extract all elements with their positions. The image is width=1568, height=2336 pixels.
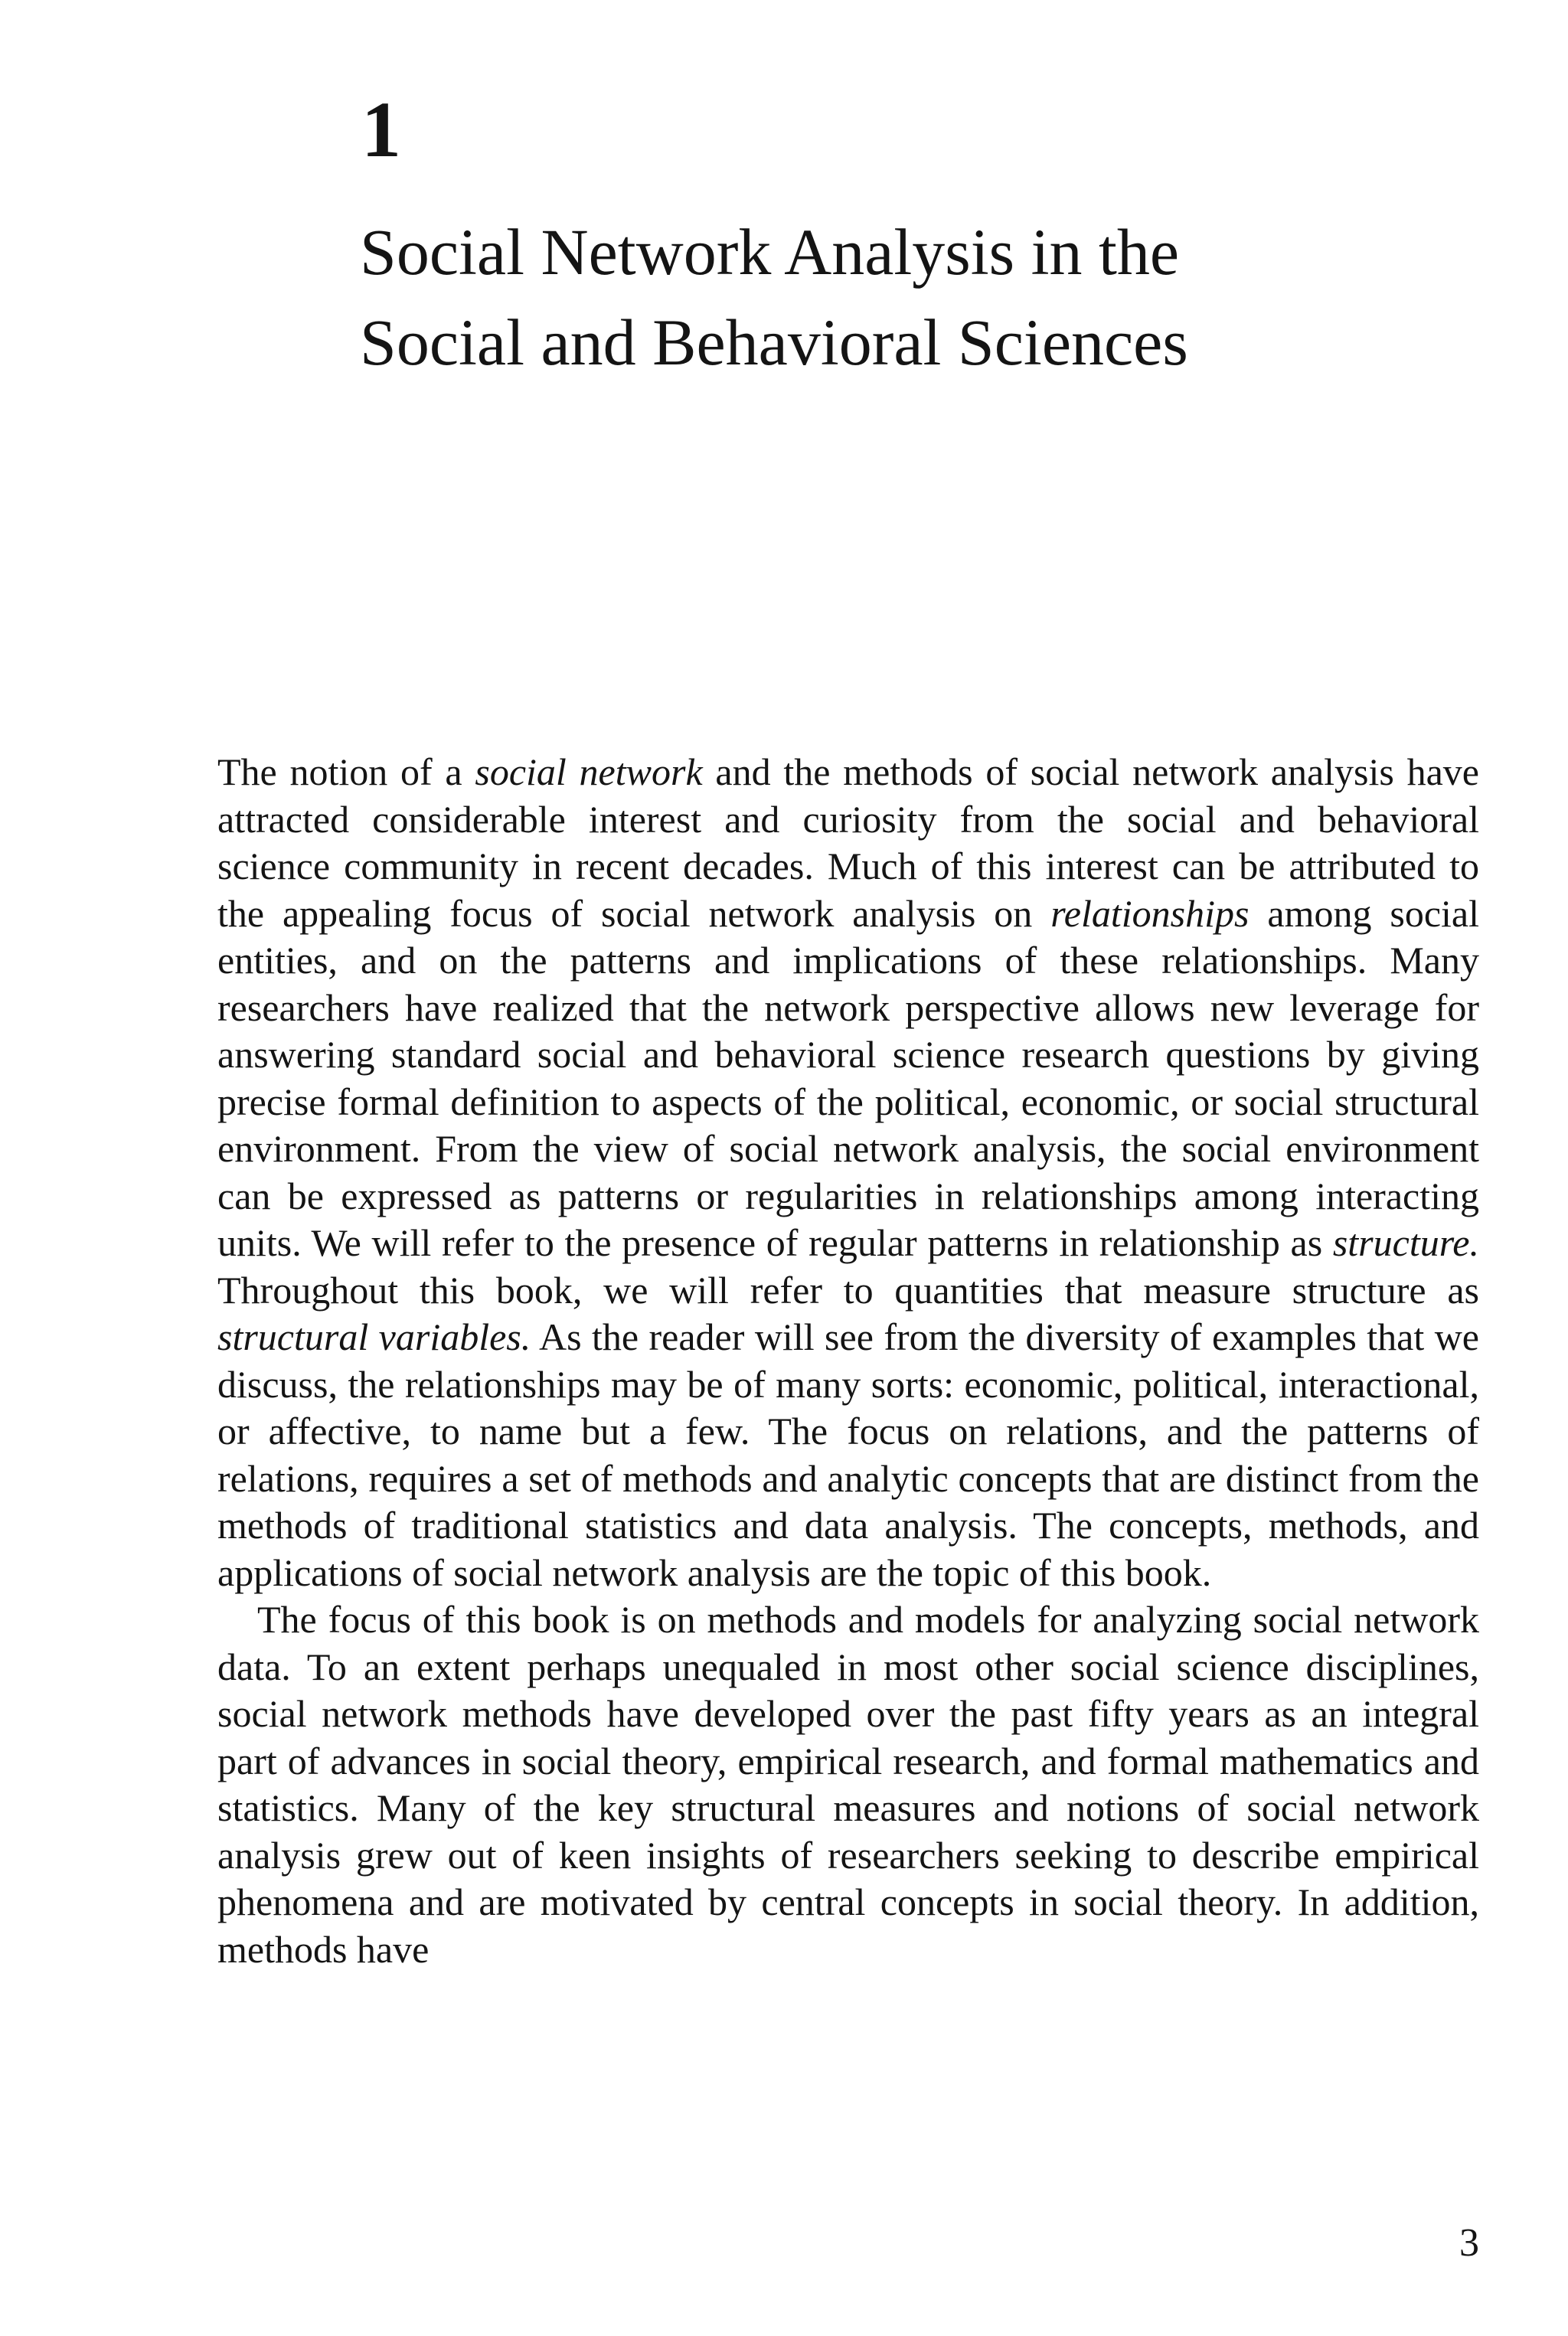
- paragraph-1: [217, 749, 1479, 1596]
- paragraph-1-text-e: As the reader will see from the diversity of examples that we discuss, the relationships may be of many sorts: economic, political, interactional, or affective, to name but a few. The focus on relations, and the patterns of relations, requires a set of methods and analytic concepts that are distinct from the methods of traditional statistics and data analysis. The concepts, methods, and applications of social network analysis are the topic of this book.: [217, 1315, 1479, 1594]
- paragraph-1-text-a: The notion of a: [217, 750, 475, 793]
- paragraph-1-text-d: Throughout this book, we will refer to quantities that measure structure as: [217, 1268, 1479, 1312]
- term-structural-variables: structural variables.: [217, 1315, 531, 1358]
- term-structure: structure.: [1332, 1221, 1479, 1264]
- paragraph-1-text-c: among social entities, and on the patterns and implications of these relationships. Many researchers have realized that the network perspective allows new leverage for answering standard social and behavioral science research questions by giving precise formal definition to aspects of the political, economic, or social structural environment. From the view of social network analysis, the social environment can be expressed as patterns or regularities in relationships among interacting units. We will refer to the presence of regular patterns in relationship as: [217, 891, 1479, 1264]
- body-text: [217, 749, 1479, 1973]
- paragraph-2: The focus of this book is on methods and models for analyzing social network data. To an extent perhaps unequaled in most other social science disciplines, social network methods have developed over the past fifty years as an integral part of advances in social theory, empirical research, and formal mathematics and statistics. Many of the key structural measures and notions of social network analysis grew out of keen insights of researchers seeking to describe empirical phenomena and are motivated by central concepts in social theory. In addition, methods have: [217, 1598, 1479, 1971]
- chapter-number: 1: [361, 86, 401, 174]
- term-relationships: relationships: [1050, 891, 1250, 935]
- chapter-title-line-1: Social Network Analysis in the: [360, 215, 1180, 289]
- chapter-title-line-2: Social and Behavioral Sciences: [360, 305, 1188, 379]
- term-social-network: social network: [475, 750, 703, 793]
- chapter-title: [360, 207, 1493, 387]
- page-number: 3: [1459, 2221, 1479, 2265]
- paragraph-1-text-b: and the methods of social network analysis have attracted considerable interest and curiosity from the social and behavioral science community in recent decades. Much of this interest can be attributed to the appealing focus of social network analysis on: [217, 750, 1479, 935]
